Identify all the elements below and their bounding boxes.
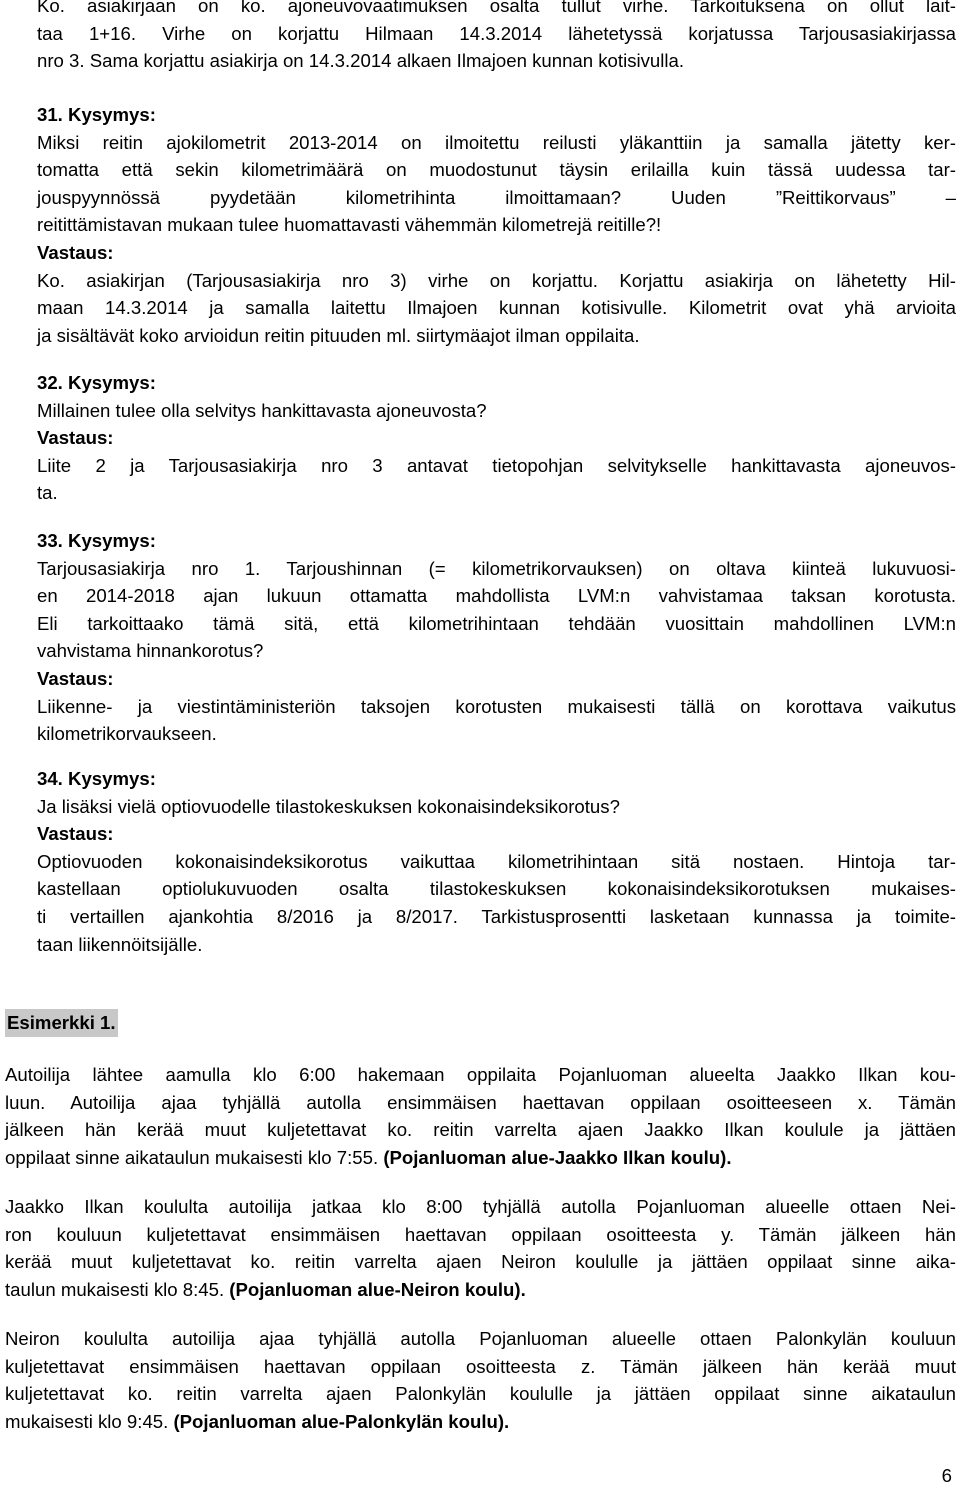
question-number: 32. [37,372,63,393]
text-line: Neiron koululta autoilija ajaa tyhjällä autolla Pojanluoman alueelle ottaen Palonkylän kouluun [5,1328,956,1349]
example-title: Esimerkki 1. [5,1009,118,1037]
answer-line: maan 14.3.2014 ja samalla laitettu Ilmajoen kunnan kotisivulle. Kilometrit ovat yhä arvioita [37,297,956,319]
question-number: 33. [37,530,63,551]
text-line: kerää muut kuljetettavat ko. reitin varrelta ajaen Neiron koululle ja jättäen oppilaat sinne aika- [5,1251,956,1273]
answer-label: Vastaus: [37,667,114,689]
question-number: 31. [37,104,63,125]
answer-line: Liite 2 ja Tarjousasiakirja nro 3 antavat tietopohjan selvitykselle hankittavasta ajoneuvos- [37,454,956,476]
question-heading [37,765,956,793]
question-line: en 2014-2018 ajan lukuun ottamatta mahdollista LVM:n vahvistamaa taksan korotusta. [37,585,956,607]
text-line [5,1144,956,1172]
question-line: Millainen tulee olla selvitys hankittavasta ajoneuvosta? [37,399,487,421]
question-number: 34. [37,768,63,789]
example-paragraph-1 [5,1061,956,1171]
question-line: jouspyynnössä pyydetään kilometrihinta ilmoittamaan? Uuden ”Reittikorvaus” – [37,186,956,208]
answer-line: Optiovuoden kokonaisindeksikorotus vaikuttaa kilometrihintaan sitä nostaen. Hintoja tar- [37,850,956,872]
route-summary: (Pojanluoman alue-Jaakko Ilkan koulu). [383,1146,732,1168]
answer-line: ja sisältävät koko arvioidun reitin pituuden ml. siirtymäajot ilman oppilaita. [37,324,640,346]
question-label: Kysymys: [68,530,156,551]
text-line: Jaakko Ilkan koululta autoilija jatkaa klo 8:00 tyhjällä autolla Pojanluoman alueelle ottaen Nei- [5,1196,956,1217]
answer-line: kastellaan optiolukuvuoden osalta tilastokeskuksen kokonaisindeksikorotuksen mukaises- [37,878,956,900]
question-label: Kysymys: [68,104,156,125]
text-line: taa 1+16. Virhe on korjattu Hilmaan 14.3.2014 lähetetyssä korjatussa Tarjousasiakirjassa [37,22,956,44]
text-line: jälkeen hän kerää muut kuljetettavat ko. reitin varrelta ajaen Jaakko Ilkan koulule ja jättäen [5,1119,956,1141]
question-31 [37,101,956,349]
question-line: Tarjousasiakirja nro 1. Tarjoushinnan (= kilometrikorvauksen) on oltava kiinteä lukuvuosi- [37,557,956,579]
text-line: kuljetettavat ko. reitin varrelta ajaen Palonkylän koululle ja jättäen oppilaat sinne aikataulun [5,1383,956,1405]
answer-label: Vastaus: [37,823,114,845]
route-summary: (Pojanluoman alue-Neiron koulu). [229,1278,526,1300]
question-heading [37,369,956,397]
text-line: kuljetettavat ensimmäisen haettavan oppilaan osoitteesta z. Tämän jälkeen hän kerää muut [5,1355,956,1377]
answer-line: ta. [37,482,58,504]
answer-line: taan liikennöitsijälle. [37,933,203,955]
text-line [5,1276,956,1304]
text-run: taulun mukaisesti klo 8:45. [5,1278,230,1300]
question-line: tomatta että sekin kilometrimäärä on muodostunut täysin erilailla kuin tässä uudessa tar- [37,159,956,181]
question-33 [37,527,956,748]
answer-line: Liikenne- ja viestintäministeriön taksojen korotusten mukaisesti tällä on korottava vaikutus [37,695,956,717]
text-line: Ko. asiakirjaan on ko. ajoneuvovaatimuksen osalta tullut virhe. Tarkoituksena on ollut lait- [37,0,956,16]
example-paragraph-2 [5,1193,956,1303]
answer-line: kilometrikorvaukseen. [37,723,217,745]
answer-label: Vastaus: [37,241,114,263]
text-line: Autoilija lähtee aamulla klo 6:00 hakemaan oppilaita Pojanluoman alueelta Jaakko Ilkan kou- [5,1064,956,1085]
question-line: reitittämistavan mukaan tulee huomattavasti vähemmän kilometrejä reitille?! [37,214,662,236]
question-line: Ja lisäksi vielä optiovuodelle tilastokeskuksen kokonaisindeksikorotus? [37,795,620,817]
page-number: 6 [941,1465,952,1486]
text-run: mukaisesti klo 9:45. [5,1410,174,1432]
question-line: Miksi reitin ajokilometrit 2013-2014 on ilmoitettu reilusti yläkanttiin ja samalla jätetty ker- [37,131,956,153]
route-summary: (Pojanluoman alue-Palonkylän koulu). [173,1410,510,1432]
question-32 [37,369,956,507]
question-line: Eli tarkoittaako tämä sitä, että kilometrihintaan tehdään vuosittain mahdollinen LVM:n [37,612,956,634]
answer-label: Vastaus: [37,427,114,449]
intro-paragraph [37,0,956,75]
answer-line: Ko. asiakirjan (Tarjousasiakirja nro 3) virhe on korjattu. Korjattu asiakirja on lähetetty Hil- [37,269,956,291]
question-34 [37,765,956,958]
text-line [5,1408,956,1436]
question-heading [37,101,956,129]
example-paragraph-3 [5,1325,956,1435]
question-heading [37,527,956,555]
question-label: Kysymys: [68,768,156,789]
answer-line: ti vertaillen ajankohtia 8/2016 ja 8/2017. Tarkistusprosentti lasketaan kunnassa ja toimite- [37,905,956,927]
question-label: Kysymys: [68,372,156,393]
text-line: luun. Autoilija ajaa tyhjällä autolla ensimmäisen haettavan oppilaan osoitteeseen x. Tämän [5,1091,956,1113]
question-line: vahvistama hinnankorotus? [37,640,264,662]
text-line: ron kouluun kuljetettavat ensimmäisen haettavan oppilaan osoitteesta y. Tämän jälkeen hän [5,1223,956,1245]
text-run: oppilaat sinne aikataulun mukaisesti klo 7:55. [5,1146,384,1168]
text-line: nro 3. Sama korjattu asiakirja on 14.3.2014 alkaen Ilmajoen kunnan kotisivulla. [37,50,685,72]
